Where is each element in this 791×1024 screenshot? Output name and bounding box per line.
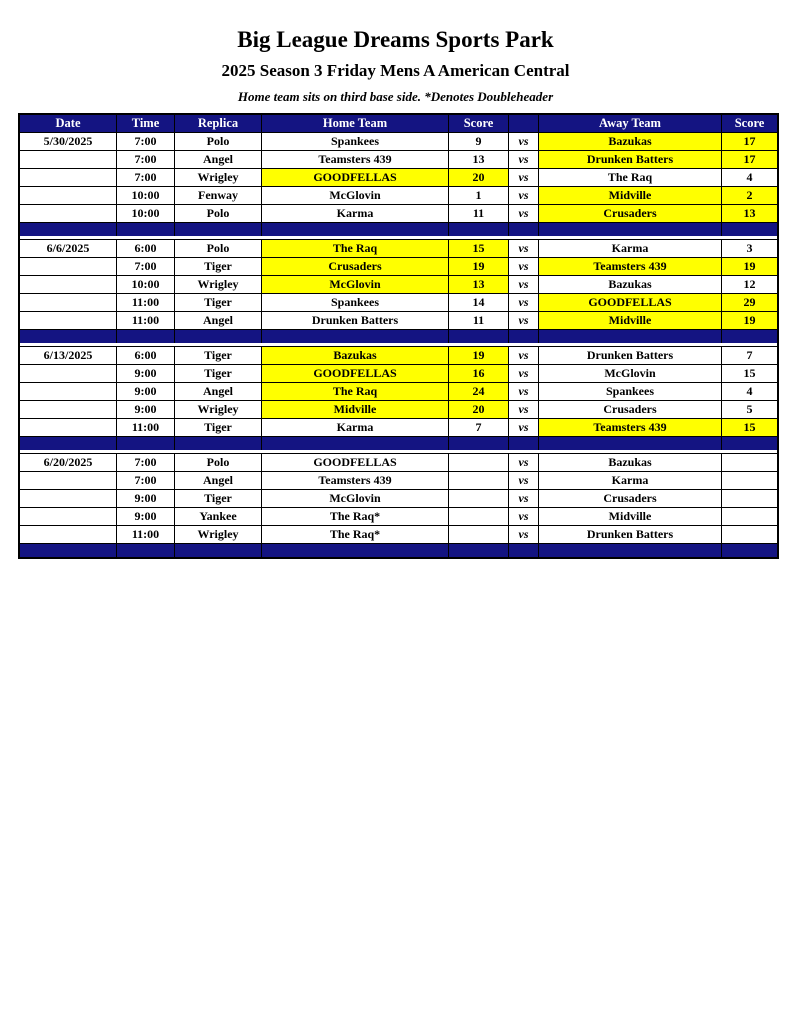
home-team-cell: GOODFELLAS bbox=[262, 169, 449, 187]
away-team-cell: The Raq bbox=[539, 169, 722, 187]
game-row bbox=[20, 312, 777, 330]
replica-cell: Polo bbox=[175, 454, 262, 472]
away-team-cell: Crusaders bbox=[539, 401, 722, 419]
home-score-cell: 19 bbox=[449, 347, 509, 365]
vs-cell: vs bbox=[509, 294, 539, 312]
away-score-cell bbox=[722, 454, 777, 472]
separator-cell bbox=[449, 437, 509, 450]
vs-cell: vs bbox=[509, 312, 539, 330]
game-row bbox=[20, 472, 777, 490]
date-cell: 6/6/2025 bbox=[20, 240, 117, 258]
separator-cell bbox=[20, 437, 117, 450]
vs-cell: vs bbox=[509, 526, 539, 544]
replica-cell: Tiger bbox=[175, 294, 262, 312]
block-separator-row bbox=[20, 437, 777, 450]
date-cell bbox=[20, 187, 117, 205]
away-team-cell: GOODFELLAS bbox=[539, 294, 722, 312]
away-team-cell: Drunken Batters bbox=[539, 526, 722, 544]
replica-cell: Polo bbox=[175, 205, 262, 223]
home-team-cell: McGlovin bbox=[262, 276, 449, 294]
home-team-cell: GOODFELLAS bbox=[262, 365, 449, 383]
home-score-cell: 11 bbox=[449, 312, 509, 330]
away-team-cell: Midville bbox=[539, 508, 722, 526]
home-score-cell: 11 bbox=[449, 205, 509, 223]
vs-cell: vs bbox=[509, 472, 539, 490]
away-team-cell: Karma bbox=[539, 472, 722, 490]
home-team-cell: McGlovin bbox=[262, 187, 449, 205]
vs-cell: vs bbox=[509, 151, 539, 169]
time-cell: 7:00 bbox=[117, 133, 175, 151]
replica-cell: Tiger bbox=[175, 258, 262, 276]
game-row bbox=[20, 187, 777, 205]
away-score-cell: 5 bbox=[722, 401, 777, 419]
game-row bbox=[20, 401, 777, 419]
separator-cell bbox=[449, 544, 509, 557]
separator-cell bbox=[722, 330, 777, 343]
game-row bbox=[20, 205, 777, 223]
separator-cell bbox=[449, 223, 509, 236]
home-team-cell: GOODFELLAS bbox=[262, 454, 449, 472]
home-score-cell: 16 bbox=[449, 365, 509, 383]
home-team-cell: The Raq* bbox=[262, 508, 449, 526]
home-score-cell: 1 bbox=[449, 187, 509, 205]
game-row bbox=[20, 454, 777, 472]
col-header-home-team: Home Team bbox=[262, 115, 449, 133]
header-row bbox=[20, 115, 777, 133]
game-row bbox=[20, 365, 777, 383]
date-cell bbox=[20, 365, 117, 383]
separator-cell bbox=[117, 544, 175, 557]
separator-cell bbox=[175, 544, 262, 557]
date-cell bbox=[20, 205, 117, 223]
replica-cell: Wrigley bbox=[175, 169, 262, 187]
game-row bbox=[20, 294, 777, 312]
vs-cell: vs bbox=[509, 187, 539, 205]
time-cell: 11:00 bbox=[117, 294, 175, 312]
away-score-cell: 12 bbox=[722, 276, 777, 294]
date-cell: 5/30/2025 bbox=[20, 133, 117, 151]
vs-cell: vs bbox=[509, 347, 539, 365]
home-score-cell bbox=[449, 454, 509, 472]
home-team-cell: Spankees bbox=[262, 133, 449, 151]
game-row bbox=[20, 490, 777, 508]
col-header-away-score: Score bbox=[722, 115, 777, 133]
home-team-cell: The Raq bbox=[262, 383, 449, 401]
time-cell: 10:00 bbox=[117, 205, 175, 223]
home-team-cell: Spankees bbox=[262, 294, 449, 312]
away-score-cell: 2 bbox=[722, 187, 777, 205]
home-team-cell: Drunken Batters bbox=[262, 312, 449, 330]
game-row bbox=[20, 258, 777, 276]
away-team-cell: Midville bbox=[539, 187, 722, 205]
away-score-cell: 17 bbox=[722, 151, 777, 169]
away-score-cell bbox=[722, 508, 777, 526]
home-score-cell bbox=[449, 490, 509, 508]
game-row bbox=[20, 508, 777, 526]
away-score-cell: 4 bbox=[722, 169, 777, 187]
vs-cell: vs bbox=[509, 454, 539, 472]
date-cell bbox=[20, 312, 117, 330]
home-score-cell: 24 bbox=[449, 383, 509, 401]
home-team-cell: McGlovin bbox=[262, 490, 449, 508]
home-score-cell: 20 bbox=[449, 401, 509, 419]
away-score-cell: 13 bbox=[722, 205, 777, 223]
home-team-cell: Karma bbox=[262, 205, 449, 223]
away-team-cell: Bazukas bbox=[539, 454, 722, 472]
away-team-cell: Bazukas bbox=[539, 276, 722, 294]
away-score-cell: 17 bbox=[722, 133, 777, 151]
game-row bbox=[20, 526, 777, 544]
vs-cell: vs bbox=[509, 401, 539, 419]
col-header-home-score: Score bbox=[449, 115, 509, 133]
home-score-cell: 20 bbox=[449, 169, 509, 187]
game-row bbox=[20, 276, 777, 294]
away-team-cell: Teamsters 439 bbox=[539, 419, 722, 437]
separator-cell bbox=[509, 437, 539, 450]
time-cell: 6:00 bbox=[117, 240, 175, 258]
away-team-cell: Crusaders bbox=[539, 205, 722, 223]
time-cell: 9:00 bbox=[117, 383, 175, 401]
separator-cell bbox=[20, 223, 117, 236]
home-team-cell: The Raq* bbox=[262, 526, 449, 544]
home-team-cell: Bazukas bbox=[262, 347, 449, 365]
date-cell bbox=[20, 401, 117, 419]
home-score-cell: 9 bbox=[449, 133, 509, 151]
date-cell bbox=[20, 472, 117, 490]
separator-cell bbox=[262, 437, 449, 450]
time-cell: 10:00 bbox=[117, 276, 175, 294]
home-score-cell: 13 bbox=[449, 151, 509, 169]
time-cell: 11:00 bbox=[117, 526, 175, 544]
separator-cell bbox=[117, 437, 175, 450]
block-separator-row bbox=[20, 330, 777, 343]
away-score-cell: 4 bbox=[722, 383, 777, 401]
date-cell: 6/13/2025 bbox=[20, 347, 117, 365]
block-separator-row bbox=[20, 544, 777, 557]
separator-cell bbox=[20, 544, 117, 557]
away-team-cell: McGlovin bbox=[539, 365, 722, 383]
replica-cell: Angel bbox=[175, 151, 262, 169]
date-cell bbox=[20, 383, 117, 401]
home-team-cell: Teamsters 439 bbox=[262, 151, 449, 169]
away-score-cell bbox=[722, 526, 777, 544]
replica-cell: Yankee bbox=[175, 508, 262, 526]
away-score-cell bbox=[722, 490, 777, 508]
replica-cell: Wrigley bbox=[175, 276, 262, 294]
game-row bbox=[20, 169, 777, 187]
date-cell bbox=[20, 490, 117, 508]
home-team-cell: Midville bbox=[262, 401, 449, 419]
game-row bbox=[20, 151, 777, 169]
vs-cell: vs bbox=[509, 490, 539, 508]
date-cell bbox=[20, 169, 117, 187]
away-score-cell: 15 bbox=[722, 365, 777, 383]
date-cell bbox=[20, 151, 117, 169]
separator-cell bbox=[262, 544, 449, 557]
home-team-cell: Teamsters 439 bbox=[262, 472, 449, 490]
col-header-vs bbox=[509, 115, 539, 133]
home-score-cell bbox=[449, 508, 509, 526]
game-row bbox=[20, 133, 777, 151]
replica-cell: Polo bbox=[175, 133, 262, 151]
away-score-cell: 3 bbox=[722, 240, 777, 258]
separator-cell bbox=[722, 544, 777, 557]
vs-cell: vs bbox=[509, 383, 539, 401]
replica-cell: Polo bbox=[175, 240, 262, 258]
schedule-table bbox=[18, 113, 779, 559]
away-team-cell: Karma bbox=[539, 240, 722, 258]
home-score-cell: 14 bbox=[449, 294, 509, 312]
time-cell: 6:00 bbox=[117, 347, 175, 365]
separator-cell bbox=[117, 223, 175, 236]
away-score-cell: 7 bbox=[722, 347, 777, 365]
game-row bbox=[20, 347, 777, 365]
date-cell bbox=[20, 508, 117, 526]
time-cell: 9:00 bbox=[117, 401, 175, 419]
separator-cell bbox=[509, 330, 539, 343]
home-score-cell: 15 bbox=[449, 240, 509, 258]
away-team-cell: Bazukas bbox=[539, 133, 722, 151]
separator-cell bbox=[539, 330, 722, 343]
separator-cell bbox=[539, 437, 722, 450]
vs-cell: vs bbox=[509, 419, 539, 437]
time-cell: 11:00 bbox=[117, 312, 175, 330]
page-subtitle: 2025 Season 3 Friday Mens A American Central bbox=[221, 60, 570, 80]
vs-cell: vs bbox=[509, 508, 539, 526]
separator-cell bbox=[117, 330, 175, 343]
col-header-time: Time bbox=[117, 115, 175, 133]
away-team-cell: Crusaders bbox=[539, 490, 722, 508]
time-cell: 7:00 bbox=[117, 258, 175, 276]
home-score-cell: 7 bbox=[449, 419, 509, 437]
separator-cell bbox=[539, 544, 722, 557]
vs-cell: vs bbox=[509, 240, 539, 258]
away-team-cell: Teamsters 439 bbox=[539, 258, 722, 276]
time-cell: 9:00 bbox=[117, 490, 175, 508]
away-team-cell: Drunken Batters bbox=[539, 347, 722, 365]
time-cell: 9:00 bbox=[117, 365, 175, 383]
separator-cell bbox=[262, 223, 449, 236]
separator-cell bbox=[449, 330, 509, 343]
date-cell bbox=[20, 419, 117, 437]
home-team-cell: Karma bbox=[262, 419, 449, 437]
time-cell: 7:00 bbox=[117, 169, 175, 187]
separator-cell bbox=[509, 544, 539, 557]
home-score-cell bbox=[449, 526, 509, 544]
away-team-cell: Spankees bbox=[539, 383, 722, 401]
time-cell: 10:00 bbox=[117, 187, 175, 205]
date-cell bbox=[20, 258, 117, 276]
time-cell: 7:00 bbox=[117, 151, 175, 169]
away-team-cell: Midville bbox=[539, 312, 722, 330]
time-cell: 7:00 bbox=[117, 454, 175, 472]
separator-cell bbox=[722, 437, 777, 450]
game-row bbox=[20, 240, 777, 258]
separator-cell bbox=[539, 223, 722, 236]
replica-cell: Angel bbox=[175, 383, 262, 401]
separator-cell bbox=[175, 330, 262, 343]
date-cell bbox=[20, 526, 117, 544]
replica-cell: Tiger bbox=[175, 347, 262, 365]
replica-cell: Fenway bbox=[175, 187, 262, 205]
home-team-cell: Crusaders bbox=[262, 258, 449, 276]
date-cell: 6/20/2025 bbox=[20, 454, 117, 472]
vs-cell: vs bbox=[509, 258, 539, 276]
home-team-cell: The Raq bbox=[262, 240, 449, 258]
vs-cell: vs bbox=[509, 169, 539, 187]
time-cell: 11:00 bbox=[117, 419, 175, 437]
vs-cell: vs bbox=[509, 133, 539, 151]
date-cell bbox=[20, 294, 117, 312]
away-score-cell: 19 bbox=[722, 312, 777, 330]
replica-cell: Tiger bbox=[175, 490, 262, 508]
page-title: Big League Dreams Sports Park bbox=[237, 27, 554, 52]
replica-cell: Tiger bbox=[175, 419, 262, 437]
col-header-replica: Replica bbox=[175, 115, 262, 133]
away-team-cell: Drunken Batters bbox=[539, 151, 722, 169]
separator-cell bbox=[20, 330, 117, 343]
separator-cell bbox=[175, 223, 262, 236]
vs-cell: vs bbox=[509, 205, 539, 223]
time-cell: 7:00 bbox=[117, 472, 175, 490]
replica-cell: Angel bbox=[175, 312, 262, 330]
separator-cell bbox=[262, 330, 449, 343]
away-score-cell bbox=[722, 472, 777, 490]
home-score-cell: 13 bbox=[449, 276, 509, 294]
replica-cell: Angel bbox=[175, 472, 262, 490]
replica-cell: Wrigley bbox=[175, 401, 262, 419]
separator-cell bbox=[722, 223, 777, 236]
vs-cell: vs bbox=[509, 276, 539, 294]
home-score-cell: 19 bbox=[449, 258, 509, 276]
col-header-date: Date bbox=[20, 115, 117, 133]
page-note: Home team sits on third base side. *Denotes Doubleheader bbox=[237, 89, 554, 105]
away-score-cell: 15 bbox=[722, 419, 777, 437]
col-header-away-team: Away Team bbox=[539, 115, 722, 133]
separator-cell bbox=[175, 437, 262, 450]
game-row bbox=[20, 419, 777, 437]
game-row bbox=[20, 383, 777, 401]
date-cell bbox=[20, 276, 117, 294]
block-separator-row bbox=[20, 223, 777, 236]
away-score-cell: 19 bbox=[722, 258, 777, 276]
away-score-cell: 29 bbox=[722, 294, 777, 312]
separator-cell bbox=[509, 223, 539, 236]
replica-cell: Tiger bbox=[175, 365, 262, 383]
vs-cell: vs bbox=[509, 365, 539, 383]
time-cell: 9:00 bbox=[117, 508, 175, 526]
replica-cell: Wrigley bbox=[175, 526, 262, 544]
home-score-cell bbox=[449, 472, 509, 490]
